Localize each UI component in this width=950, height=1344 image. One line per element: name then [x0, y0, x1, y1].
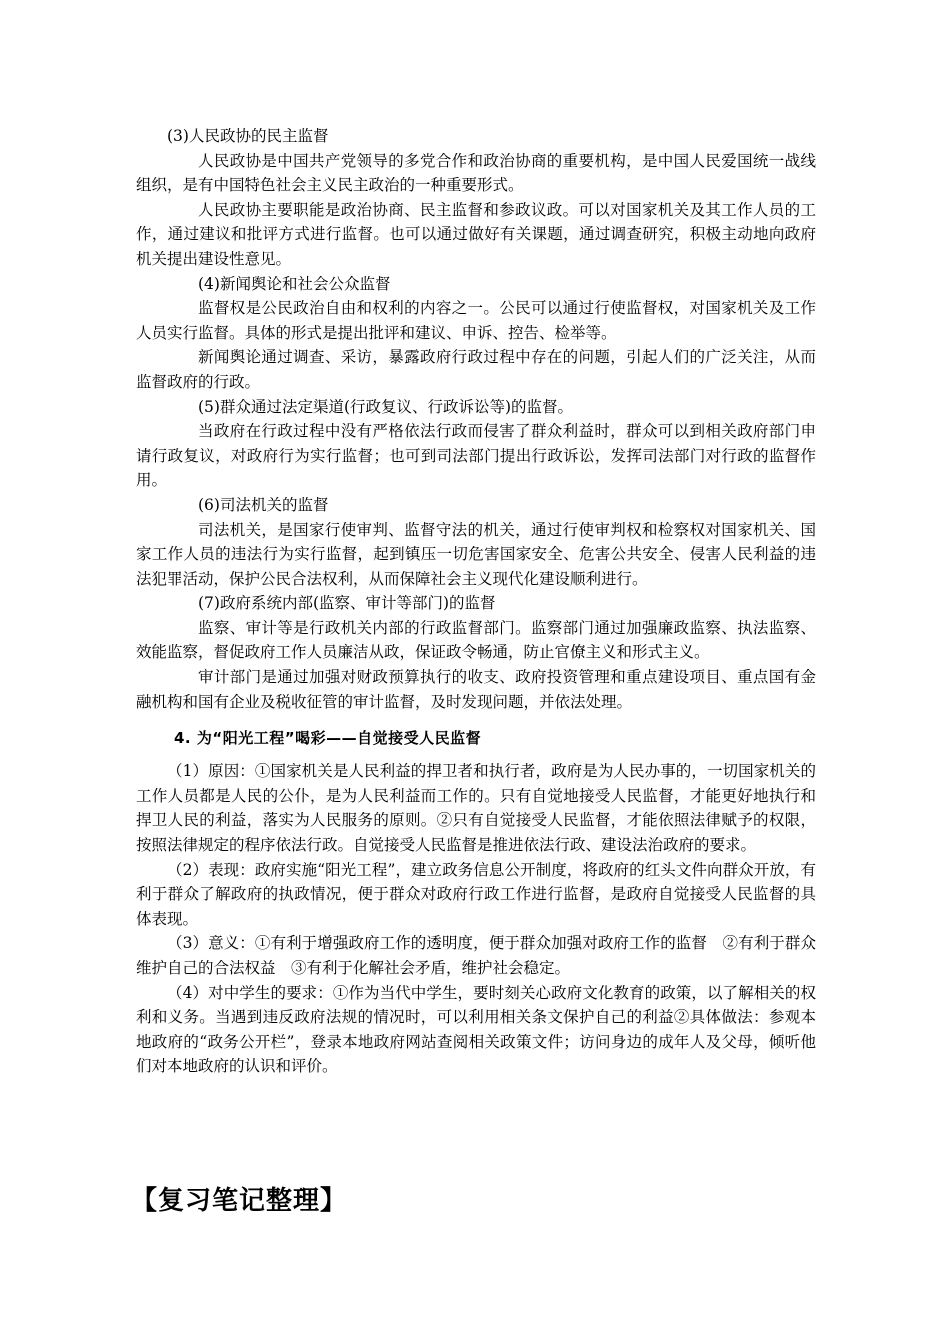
- item6-paragraph-1: 司法机关，是国家行使审判、监督守法的机关，通过行使审判权和检察权对国家机关、国家工作人员的违法行为实行监督，起到镇压一切危害国家安全、危害公共安全、侵害人民利益的违法犯罪活动，保护公民合法权利，从而保障社会主义现代化建设顺利进行。: [136, 520, 816, 588]
- item3-paragraph-1: 人民政协是中国共产党领导的多党合作和政治协商的重要机构，是中国人民爱国统一战线组织，是有中国特色社会主义民主政治的一种重要形式。: [136, 151, 816, 195]
- item4-paragraph-2: 新闻舆论通过调查、采访，暴露政府行政过程中存在的问题，引起人们的广泛关注，从而监督政府的行政。: [136, 348, 816, 391]
- item3-title: (3)人民政协的民主监督: [167, 127, 329, 145]
- item7-title: (7)政府系统内部(监察、审计等部门)的监督: [198, 594, 496, 613]
- review-notes-heading: 【复习笔记整理】: [131, 1186, 348, 1216]
- item5-paragraph-1: 当政府在行政过程中没有严格依法行政而侵害了群众利益时，群众可以到相关政府部门申请行政复议，对政府行为实行监督；也可到司法部门提出行政诉讼，发挥司法部门对行政的监督作用。: [136, 422, 816, 490]
- item5-title: (5)群众通过法定渠道(行政复议、行政诉讼等)的监督。: [198, 397, 574, 416]
- section-4-manifestation: （2）表现：政府实施“阳光工程”，建立政务信息公开制度，将政府的红头文件向群众开放，有利于群众了解政府的执政情况，便于群众对政府行政工作进行监督，是政府自觉接受人民监督的具体表现。: [136, 860, 816, 928]
- item7-paragraph-2: 审计部门是通过加强对财政预算执行的收支、政府投资管理和重点建设项目、重点国有金融机构和国有企业及税收征管的审计监督，及时发现问题，并依法处理。: [136, 668, 816, 711]
- section-4-significance: （3）意义：①有利于增强政府工作的透明度，便于群众加强对政府工作的监督 ②有利于群众维护自己的合法权益 ③有利于化解社会矛盾，维护社会稳定。: [136, 934, 816, 977]
- item6-title: (6)司法机关的监督: [198, 495, 329, 514]
- section-4-reason: （1）原因：①国家机关是人民利益的捍卫者和执行者，政府是为人民办事的，一切国家机关的工作人员都是人民的公仆，是为人民利益而工作的。只有自觉地接受人民监督，才能更好地执行和捍卫人民的利益，落实为人民服务的原则。②只有自觉接受人民监督，才能依照法律赋予的权限，按照法律规定的程序依法行政。自觉接受人民监督是推进依法行政、建设法治政府的要求。: [136, 762, 816, 855]
- section-4-student-requirements: （4）对中学生的要求：①作为当代中学生，要时刻关心政府文化教育的政策，以了解相关的权利和义务。当遇到违反政府法规的情况时，可以利用相关条文保护自己的利益②具体做法：参观本地政府的“政务公开栏”，登录本地政府网站查阅相关政策文件；访问身边的成年人及父母，倾听他们对本地政府的认识和评价。: [136, 983, 816, 1076]
- document-body: [136, 124, 816, 1079]
- item3-paragraph-2: 人民政协主要职能是政治协商、民主监督和参政议政。可以对国家机关及其工作人员的工作，通过建议和批评方式进行监督。也可以通过做好有关课题，通过调查研究，积极主动地向政府机关提出建设性意见。: [136, 200, 816, 268]
- section-4-heading: 4. 为“阳光工程”喝彩——自觉接受人民监督: [174, 729, 482, 748]
- item4-paragraph-1: 监督权是公民政治自由和权利的内容之一。公民可以通过行使监督权，对国家机关及工作人员实行监督。具体的形式是提出批评和建议、申诉、控告、检举等。: [136, 299, 816, 342]
- item4-title: (4)新闻舆论和社会公众监督: [198, 274, 391, 293]
- item7-paragraph-1: 监察、审计等是行政机关内部的行政监督部门。监察部门通过加强廉政监察、执法监察、效能监察，督促政府工作人员廉洁从政，保证政令畅通，防止官僚主义和形式主义。: [136, 618, 816, 662]
